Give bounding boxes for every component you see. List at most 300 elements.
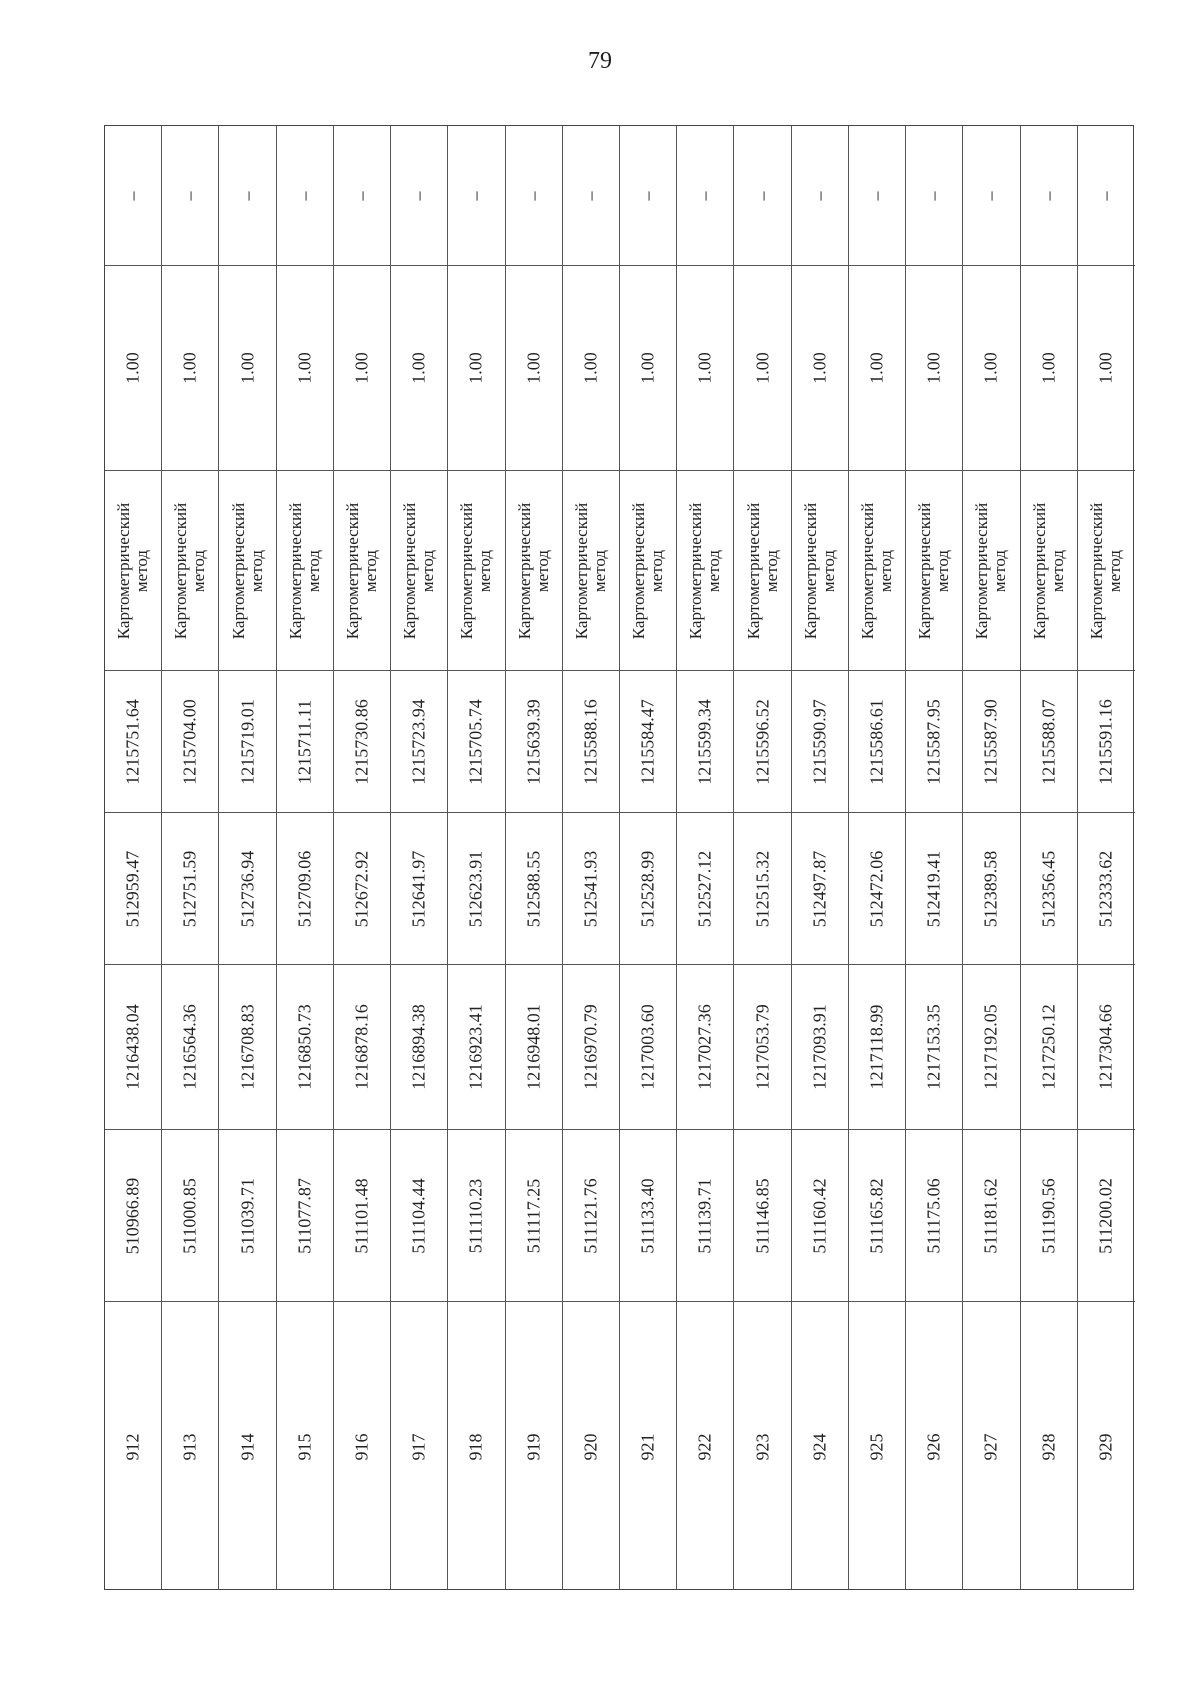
x2-cell bbox=[219, 813, 275, 965]
x2-cell bbox=[677, 813, 733, 965]
method-cell bbox=[849, 471, 905, 671]
x1-value: 511121.76 bbox=[580, 1177, 601, 1254]
y2-cell bbox=[906, 671, 962, 813]
x1-cell bbox=[277, 1130, 333, 1302]
y2-cell bbox=[105, 671, 161, 813]
y1-cell bbox=[792, 965, 848, 1130]
x1-value: 511146.85 bbox=[752, 1177, 773, 1254]
accuracy-cell bbox=[277, 266, 333, 471]
y2-value: 1215584.47 bbox=[637, 698, 658, 785]
method-cell bbox=[506, 471, 562, 671]
method-cell bbox=[391, 471, 447, 671]
x1-value: 511101.48 bbox=[351, 1177, 372, 1254]
x2-value: 512528.99 bbox=[637, 850, 658, 927]
table-row bbox=[334, 126, 391, 1589]
point-number: 927 bbox=[980, 1433, 1001, 1460]
table-row bbox=[620, 126, 677, 1589]
y1-value: 1216878.16 bbox=[351, 1004, 372, 1090]
number-cell bbox=[1021, 1302, 1077, 1591]
y1-value: 1217003.60 bbox=[637, 1004, 658, 1090]
method-line-2: метод bbox=[475, 549, 495, 592]
x2-value: 512527.12 bbox=[694, 850, 715, 927]
method-value bbox=[172, 502, 208, 638]
number-cell bbox=[906, 1302, 962, 1591]
y1-value: 1216894.38 bbox=[408, 1004, 429, 1090]
extra-value: – bbox=[351, 191, 372, 200]
accuracy-value: 1.00 bbox=[523, 352, 544, 384]
number-cell bbox=[277, 1302, 333, 1591]
y2-cell bbox=[162, 671, 218, 813]
method-line-2: метод bbox=[1047, 549, 1067, 592]
y1-cell bbox=[620, 965, 676, 1130]
extra-value: – bbox=[809, 191, 830, 200]
y1-cell bbox=[1021, 965, 1077, 1130]
extra-cell bbox=[506, 126, 562, 266]
accuracy-cell bbox=[563, 266, 619, 471]
number-cell bbox=[792, 1302, 848, 1591]
extra-cell bbox=[1021, 126, 1077, 266]
x2-cell bbox=[792, 813, 848, 965]
method-value bbox=[115, 502, 151, 638]
extra-value: – bbox=[866, 191, 887, 200]
number-cell bbox=[677, 1302, 733, 1591]
point-number: 925 bbox=[866, 1433, 887, 1460]
method-line-2: метод bbox=[532, 549, 552, 592]
accuracy-cell bbox=[219, 266, 275, 471]
extra-cell bbox=[1078, 126, 1135, 266]
table-row bbox=[506, 126, 563, 1589]
number-cell bbox=[334, 1302, 390, 1591]
method-line-1: Картометрический bbox=[400, 502, 420, 639]
y1-value: 1217027.36 bbox=[694, 1004, 715, 1090]
y2-value: 1215596.52 bbox=[752, 698, 773, 785]
point-number: 913 bbox=[179, 1433, 200, 1460]
x1-cell bbox=[219, 1130, 275, 1302]
extra-cell bbox=[563, 126, 619, 266]
x1-cell bbox=[1078, 1130, 1135, 1302]
y1-cell bbox=[219, 965, 275, 1130]
method-value bbox=[630, 502, 666, 638]
accuracy-cell bbox=[105, 266, 161, 471]
method-line-1: Картометрический bbox=[743, 502, 763, 639]
x2-cell bbox=[734, 813, 790, 965]
y1-value: 1217192.05 bbox=[980, 1004, 1001, 1090]
method-value bbox=[230, 502, 266, 638]
x2-value: 512709.06 bbox=[294, 850, 315, 927]
number-cell bbox=[391, 1302, 447, 1591]
x1-cell bbox=[1021, 1130, 1077, 1302]
y1-value: 1216850.73 bbox=[294, 1004, 315, 1090]
x1-value: 510966.89 bbox=[122, 1177, 143, 1254]
extra-cell bbox=[448, 126, 504, 266]
table-row bbox=[734, 126, 791, 1589]
method-line-1: Картометрический bbox=[342, 502, 362, 639]
method-value bbox=[344, 502, 380, 638]
extra-value: – bbox=[122, 191, 143, 200]
method-value bbox=[973, 502, 1009, 638]
accuracy-value: 1.00 bbox=[408, 352, 429, 384]
x2-value: 512623.91 bbox=[465, 850, 486, 927]
method-cell bbox=[563, 471, 619, 671]
method-line-1: Картометрический bbox=[457, 502, 477, 639]
x2-value: 512751.59 bbox=[179, 850, 200, 927]
number-cell bbox=[1078, 1302, 1135, 1591]
method-value bbox=[687, 502, 723, 638]
y1-value: 1216564.36 bbox=[179, 1004, 200, 1090]
method-value bbox=[573, 502, 609, 638]
extra-value: – bbox=[1095, 191, 1116, 200]
y2-value: 1215730.86 bbox=[351, 698, 372, 785]
accuracy-cell bbox=[334, 266, 390, 471]
y2-cell bbox=[1078, 671, 1135, 813]
accuracy-value: 1.00 bbox=[866, 352, 887, 384]
number-cell bbox=[734, 1302, 790, 1591]
x1-cell bbox=[334, 1130, 390, 1302]
method-value bbox=[516, 502, 552, 638]
extra-cell bbox=[906, 126, 962, 266]
y1-value: 1217304.66 bbox=[1095, 1004, 1116, 1090]
x1-cell bbox=[105, 1130, 161, 1302]
method-line-2: метод bbox=[990, 549, 1010, 592]
y2-value: 1215586.61 bbox=[866, 698, 887, 785]
y1-cell bbox=[277, 965, 333, 1130]
method-cell bbox=[1021, 471, 1077, 671]
extra-value: – bbox=[694, 191, 715, 200]
table-row bbox=[105, 126, 162, 1589]
x1-cell bbox=[849, 1130, 905, 1302]
x1-value: 511200.02 bbox=[1095, 1177, 1116, 1254]
method-cell bbox=[448, 471, 504, 671]
method-value bbox=[802, 502, 838, 638]
y2-value: 1215719.01 bbox=[237, 698, 258, 785]
y2-value: 1215590.97 bbox=[809, 698, 830, 785]
method-line-2: метод bbox=[189, 549, 209, 592]
y2-cell bbox=[219, 671, 275, 813]
y2-value: 1215711.11 bbox=[294, 699, 315, 784]
x2-cell bbox=[963, 813, 1019, 965]
method-cell bbox=[105, 471, 161, 671]
x2-value: 512419.41 bbox=[923, 850, 944, 927]
y2-cell bbox=[334, 671, 390, 813]
extra-value: – bbox=[408, 191, 429, 200]
method-line-1: Картометрический bbox=[114, 502, 134, 639]
y1-value: 1216970.79 bbox=[580, 1004, 601, 1090]
extra-cell bbox=[105, 126, 161, 266]
point-number: 914 bbox=[237, 1433, 258, 1460]
accuracy-value: 1.00 bbox=[351, 352, 372, 384]
extra-cell bbox=[734, 126, 790, 266]
method-line-1: Картометрический bbox=[514, 502, 534, 639]
x2-value: 512515.32 bbox=[752, 850, 773, 927]
y2-cell bbox=[734, 671, 790, 813]
accuracy-cell bbox=[1078, 266, 1135, 471]
x2-cell bbox=[563, 813, 619, 965]
point-number: 915 bbox=[294, 1433, 315, 1460]
x1-value: 511181.62 bbox=[980, 1177, 1001, 1254]
x1-value: 511160.42 bbox=[809, 1177, 830, 1254]
method-value bbox=[745, 502, 781, 638]
y1-cell bbox=[963, 965, 1019, 1130]
extra-value: – bbox=[1038, 191, 1059, 200]
method-cell bbox=[963, 471, 1019, 671]
accuracy-cell bbox=[391, 266, 447, 471]
point-number: 912 bbox=[122, 1433, 143, 1460]
x1-value: 511000.85 bbox=[179, 1177, 200, 1254]
method-cell bbox=[792, 471, 848, 671]
x2-value: 512736.94 bbox=[237, 850, 258, 927]
x1-cell bbox=[162, 1130, 218, 1302]
x2-cell bbox=[391, 813, 447, 965]
method-cell bbox=[219, 471, 275, 671]
table-row bbox=[1021, 126, 1078, 1589]
method-cell bbox=[906, 471, 962, 671]
method-line-1: Картометрический bbox=[800, 502, 820, 639]
x1-value: 511139.71 bbox=[694, 1177, 715, 1254]
table-row bbox=[162, 126, 219, 1589]
x2-cell bbox=[448, 813, 504, 965]
y1-value: 1217093.91 bbox=[809, 1004, 830, 1090]
accuracy-cell bbox=[792, 266, 848, 471]
extra-cell bbox=[219, 126, 275, 266]
method-cell bbox=[677, 471, 733, 671]
accuracy-cell bbox=[1021, 266, 1077, 471]
y2-cell bbox=[563, 671, 619, 813]
y2-cell bbox=[620, 671, 676, 813]
y2-cell bbox=[506, 671, 562, 813]
accuracy-cell bbox=[849, 266, 905, 471]
x1-cell bbox=[734, 1130, 790, 1302]
accuracy-value: 1.00 bbox=[179, 352, 200, 384]
method-line-1: Картометрический bbox=[1087, 502, 1107, 639]
number-cell bbox=[448, 1302, 504, 1591]
y2-value: 1215599.34 bbox=[694, 698, 715, 785]
y2-cell bbox=[1021, 671, 1077, 813]
table-row bbox=[277, 126, 334, 1589]
table-row bbox=[1078, 126, 1135, 1589]
method-line-1: Картометрический bbox=[915, 502, 935, 639]
y2-value: 1215704.00 bbox=[179, 698, 200, 785]
x2-value: 512389.58 bbox=[980, 850, 1001, 927]
method-line-2: метод bbox=[360, 549, 380, 592]
x2-cell bbox=[620, 813, 676, 965]
extra-cell bbox=[849, 126, 905, 266]
y2-value: 1215723.94 bbox=[408, 698, 429, 785]
y1-cell bbox=[391, 965, 447, 1130]
y1-value: 1216948.01 bbox=[523, 1004, 544, 1090]
point-number: 916 bbox=[351, 1433, 372, 1460]
table-row bbox=[219, 126, 276, 1589]
method-value bbox=[859, 502, 895, 638]
accuracy-cell bbox=[906, 266, 962, 471]
y2-cell bbox=[391, 671, 447, 813]
point-number: 921 bbox=[637, 1433, 658, 1460]
method-line-2: метод bbox=[875, 549, 895, 592]
method-line-2: метод bbox=[418, 549, 438, 592]
method-line-1: Картометрический bbox=[285, 502, 305, 639]
y2-value: 1215587.90 bbox=[980, 698, 1001, 785]
x2-value: 512959.47 bbox=[122, 850, 143, 927]
extra-cell bbox=[963, 126, 1019, 266]
y2-value: 1215588.16 bbox=[580, 698, 601, 785]
y2-value: 1215591.16 bbox=[1095, 698, 1116, 785]
method-line-2: метод bbox=[246, 549, 266, 592]
accuracy-value: 1.00 bbox=[1095, 352, 1116, 384]
y1-cell bbox=[162, 965, 218, 1130]
y1-cell bbox=[734, 965, 790, 1130]
point-number: 929 bbox=[1095, 1433, 1116, 1460]
method-cell bbox=[734, 471, 790, 671]
extra-cell bbox=[792, 126, 848, 266]
extra-cell bbox=[162, 126, 218, 266]
method-cell bbox=[162, 471, 218, 671]
point-number: 926 bbox=[923, 1433, 944, 1460]
y1-cell bbox=[105, 965, 161, 1130]
number-cell bbox=[506, 1302, 562, 1591]
y2-cell bbox=[849, 671, 905, 813]
number-cell bbox=[105, 1302, 161, 1591]
x2-cell bbox=[105, 813, 161, 965]
accuracy-value: 1.00 bbox=[980, 352, 1001, 384]
y1-cell bbox=[334, 965, 390, 1130]
accuracy-value: 1.00 bbox=[1038, 352, 1059, 384]
x1-value: 511039.71 bbox=[237, 1177, 258, 1254]
y1-value: 1216708.83 bbox=[237, 1004, 258, 1090]
accuracy-value: 1.00 bbox=[465, 352, 486, 384]
accuracy-value: 1.00 bbox=[923, 352, 944, 384]
extra-cell bbox=[277, 126, 333, 266]
accuracy-value: 1.00 bbox=[237, 352, 258, 384]
x1-cell bbox=[620, 1130, 676, 1302]
point-number: 920 bbox=[580, 1433, 601, 1460]
x1-cell bbox=[677, 1130, 733, 1302]
extra-value: – bbox=[465, 191, 486, 200]
method-line-2: метод bbox=[761, 549, 781, 592]
x1-cell bbox=[963, 1130, 1019, 1302]
x2-cell bbox=[849, 813, 905, 965]
extra-cell bbox=[391, 126, 447, 266]
method-line-1: Картометрический bbox=[972, 502, 992, 639]
extra-cell bbox=[620, 126, 676, 266]
point-number: 923 bbox=[752, 1433, 773, 1460]
accuracy-value: 1.00 bbox=[752, 352, 773, 384]
method-cell bbox=[620, 471, 676, 671]
table-row bbox=[448, 126, 505, 1589]
accuracy-value: 1.00 bbox=[694, 352, 715, 384]
x1-value: 511165.82 bbox=[866, 1177, 887, 1254]
point-number: 919 bbox=[523, 1433, 544, 1460]
x1-cell bbox=[563, 1130, 619, 1302]
y2-cell bbox=[277, 671, 333, 813]
x2-cell bbox=[506, 813, 562, 965]
method-line-2: метод bbox=[1105, 549, 1125, 592]
accuracy-value: 1.00 bbox=[637, 352, 658, 384]
x2-cell bbox=[906, 813, 962, 965]
number-cell bbox=[620, 1302, 676, 1591]
y1-cell bbox=[849, 965, 905, 1130]
table-row bbox=[792, 126, 849, 1589]
x1-cell bbox=[792, 1130, 848, 1302]
x2-cell bbox=[277, 813, 333, 965]
extra-value: – bbox=[580, 191, 601, 200]
y2-cell bbox=[677, 671, 733, 813]
x1-value: 511190.56 bbox=[1038, 1177, 1059, 1254]
method-line-1: Картометрический bbox=[857, 502, 877, 639]
y2-value: 1215588.07 bbox=[1038, 698, 1059, 785]
method-line-2: метод bbox=[818, 549, 838, 592]
method-line-2: метод bbox=[647, 549, 667, 592]
accuracy-cell bbox=[734, 266, 790, 471]
y1-cell bbox=[677, 965, 733, 1130]
x1-value: 511117.25 bbox=[523, 1178, 544, 1253]
y1-value: 1216438.04 bbox=[122, 1004, 143, 1090]
method-cell bbox=[1078, 471, 1135, 671]
accuracy-cell bbox=[162, 266, 218, 471]
table-row bbox=[963, 126, 1020, 1589]
extra-value: – bbox=[294, 191, 315, 200]
y2-cell bbox=[963, 671, 1019, 813]
extra-cell bbox=[677, 126, 733, 266]
method-line-1: Картометрический bbox=[571, 502, 591, 639]
x1-cell bbox=[906, 1130, 962, 1302]
x2-value: 512588.55 bbox=[523, 850, 544, 927]
accuracy-cell bbox=[448, 266, 504, 471]
x1-value: 511110.23 bbox=[465, 1178, 486, 1253]
x2-cell bbox=[1078, 813, 1135, 965]
method-line-2: метод bbox=[933, 549, 953, 592]
x1-value: 511175.06 bbox=[923, 1177, 944, 1254]
y1-cell bbox=[563, 965, 619, 1130]
x2-value: 512356.45 bbox=[1038, 850, 1059, 927]
x1-cell bbox=[448, 1130, 504, 1302]
table-row bbox=[391, 126, 448, 1589]
point-number: 924 bbox=[809, 1433, 830, 1460]
number-cell bbox=[963, 1302, 1019, 1591]
table-row bbox=[849, 126, 906, 1589]
accuracy-value: 1.00 bbox=[809, 352, 830, 384]
x1-cell bbox=[391, 1130, 447, 1302]
extra-value: – bbox=[179, 191, 200, 200]
y2-cell bbox=[792, 671, 848, 813]
number-cell bbox=[162, 1302, 218, 1591]
y1-cell bbox=[906, 965, 962, 1130]
method-line-2: метод bbox=[589, 549, 609, 592]
method-value bbox=[458, 502, 494, 638]
extra-value: – bbox=[752, 191, 773, 200]
x2-cell bbox=[1021, 813, 1077, 965]
coordinates-table bbox=[104, 125, 1134, 1590]
method-value bbox=[1088, 502, 1124, 638]
point-number: 917 bbox=[408, 1433, 429, 1460]
x1-cell bbox=[506, 1130, 562, 1302]
method-line-1: Картометрический bbox=[171, 502, 191, 639]
y2-cell bbox=[448, 671, 504, 813]
accuracy-cell bbox=[506, 266, 562, 471]
method-value bbox=[916, 502, 952, 638]
y2-value: 1215751.64 bbox=[122, 698, 143, 785]
method-line-1: Картометрический bbox=[228, 502, 248, 639]
extra-value: – bbox=[980, 191, 1001, 200]
y1-cell bbox=[1078, 965, 1135, 1130]
x2-value: 512672.92 bbox=[351, 850, 372, 927]
point-number: 922 bbox=[694, 1433, 715, 1460]
number-cell bbox=[219, 1302, 275, 1591]
extra-value: – bbox=[237, 191, 258, 200]
y1-value: 1216923.41 bbox=[465, 1004, 486, 1090]
y2-value: 1215639.39 bbox=[523, 698, 544, 785]
x1-value: 511077.87 bbox=[294, 1177, 315, 1254]
point-number: 918 bbox=[465, 1433, 486, 1460]
method-value bbox=[287, 502, 323, 638]
